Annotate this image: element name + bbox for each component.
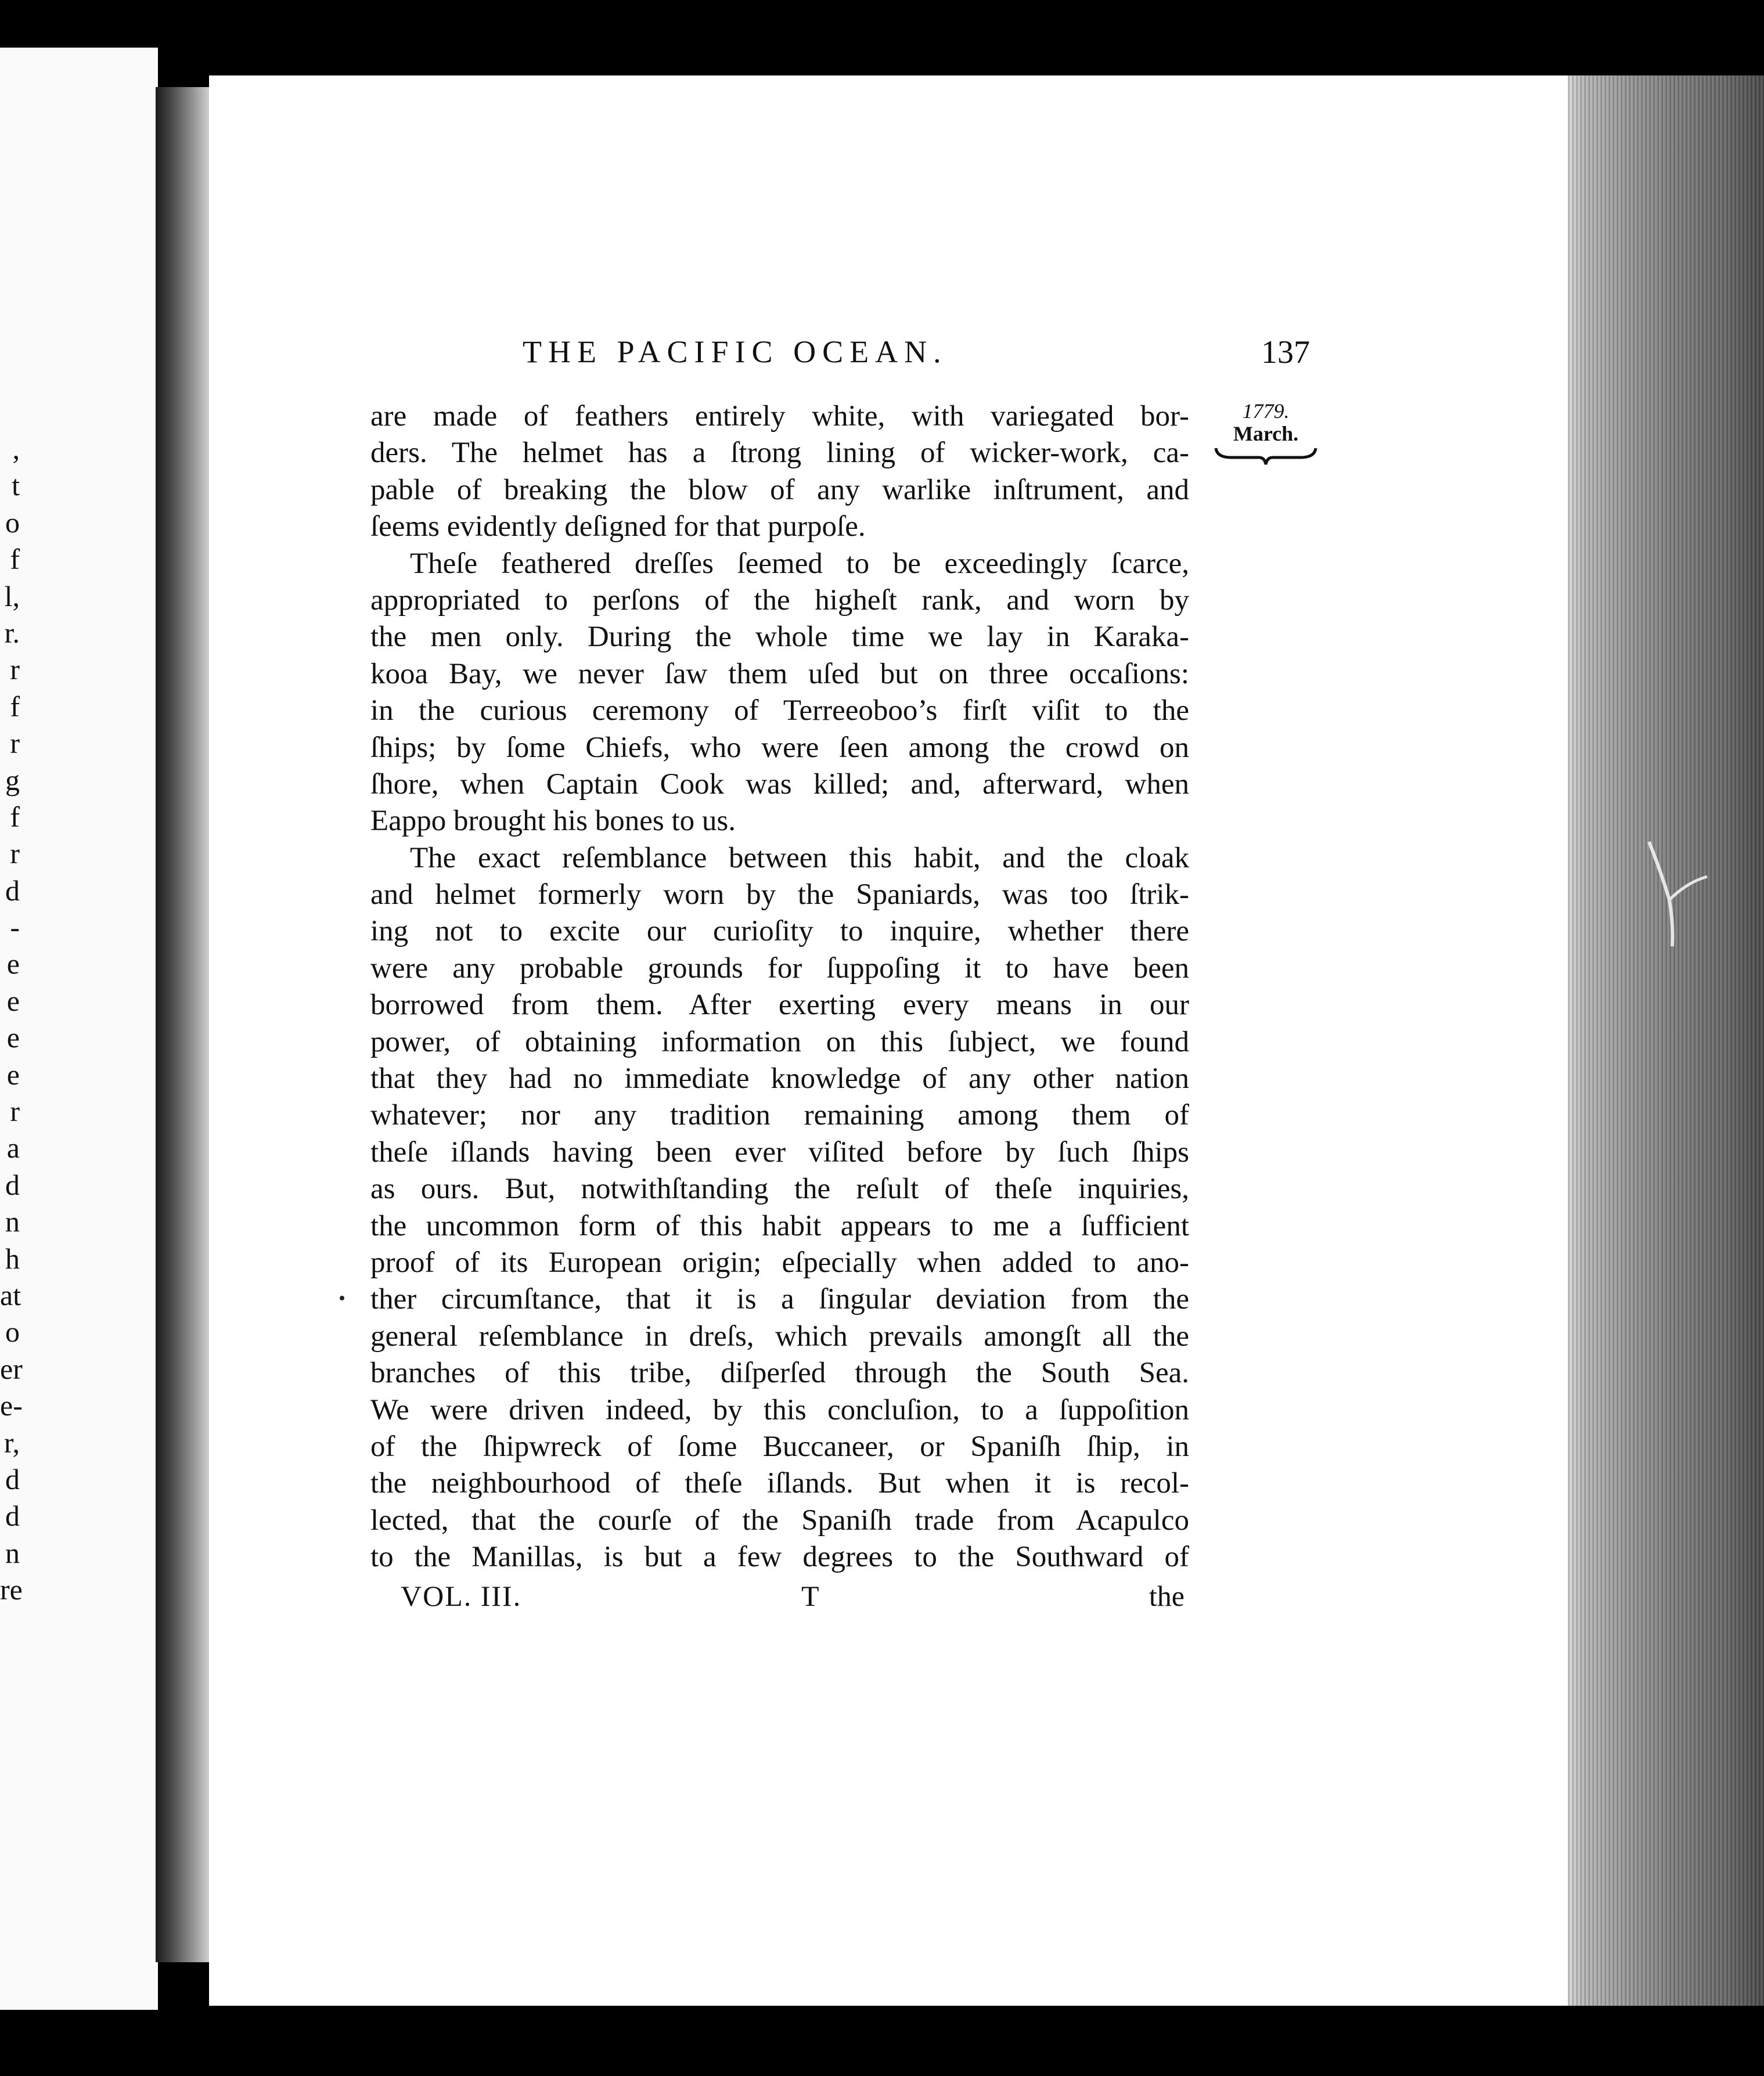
text-line: power, of obtaining information on this ſubject, we found <box>370 1025 1189 1058</box>
left-fragment: f <box>10 800 20 833</box>
text-line: and helmet formerly worn by the Spaniards, was too ſtrik- <box>370 878 1189 911</box>
text-line: general reſemblance in dreſs, which prevails amongſt all the <box>370 1320 1189 1353</box>
text-line: the uncommon form of this habit appears to me a ſufficient <box>370 1209 1189 1242</box>
left-fragment: d <box>5 1168 20 1201</box>
left-fragment: t <box>12 469 20 502</box>
text-line: are made of feathers entirely white, with variegated bor- <box>370 400 1189 432</box>
catchword: the <box>1149 1580 1185 1612</box>
margin-month: March. <box>1233 422 1299 445</box>
left-fragment: n <box>5 1205 20 1238</box>
page-edges <box>1568 75 1764 2006</box>
text-line: We were driven indeed, by this concluſion, to a ſuppoſition <box>370 1393 1189 1426</box>
text-line: whatever; nor any tradition remaining among them of <box>370 1099 1189 1132</box>
left-fragment: d <box>5 1462 20 1495</box>
margin-date-note <box>1211 399 1321 467</box>
text-line: ders. The helmet has a ſtrong lining of wicker-work, ca- <box>370 437 1189 470</box>
text-line: Theſe feathered dreſſes ſeemed to be exceedingly ſcarce, <box>410 547 1189 580</box>
left-fragment: r. <box>4 616 20 649</box>
left-fragment: f <box>10 690 20 723</box>
signature-mark: T <box>801 1580 819 1612</box>
left-fragment: - <box>10 911 20 944</box>
book-gutter-shadow <box>156 87 209 1962</box>
left-fragment: r <box>10 653 20 686</box>
page-number: 137 <box>1261 334 1310 370</box>
left-fragment: o <box>5 1315 20 1349</box>
left-fragment: h <box>5 1242 20 1275</box>
text-line: that they had no immediate knowledge of any other nation <box>370 1062 1189 1095</box>
text-line: were any probable grounds for ſuppoſing it to have been <box>370 952 1189 985</box>
left-facing-page <box>0 48 158 2010</box>
text-line: ing not to excite our curioſity to inquire, whether there <box>370 915 1189 948</box>
text-line: the neighbourhood of theſe iſlands. But when it is recol- <box>370 1467 1189 1500</box>
left-fragment: d <box>5 1500 20 1533</box>
left-fragment: r, <box>3 1426 20 1459</box>
left-fragment: n <box>5 1536 20 1569</box>
text-line: of the ſhipwreck of ſome Buccaneer, or Spaniſh ſhip, in <box>370 1430 1189 1463</box>
text-line: appropriated to perſons of the higheſt rank, and worn by <box>370 583 1189 617</box>
left-fragment: e <box>6 984 20 1017</box>
text-line: in the curious ceremony of Terreeoboo’s firſt viſit to the <box>370 694 1189 727</box>
text-line: proof of its European origin; eſpecially when added to ano- <box>370 1246 1189 1279</box>
left-fragment: r <box>10 727 20 760</box>
text-line: ſhips; by ſome Chiefs, who were ſeen among the crowd on <box>370 731 1189 764</box>
text-line: the men only. During the whole time we lay in Karaka- <box>370 621 1189 654</box>
margin-year: 1779. <box>1242 399 1290 423</box>
left-fragment: r <box>10 837 20 870</box>
text-line: as ours. But, notwithſtanding the reſult of theſe inquiries, <box>370 1173 1189 1206</box>
left-fragment: o <box>5 506 20 539</box>
left-fragment: , <box>12 432 20 465</box>
left-fragment: e- <box>0 1389 23 1422</box>
left-fragment: re <box>0 1573 23 1606</box>
left-fragment: e <box>6 1021 20 1054</box>
left-fragment: er <box>0 1352 23 1385</box>
left-fragment: e <box>6 947 20 981</box>
text-line: Eappo brought his bones to us. <box>370 805 736 838</box>
left-fragment: d <box>5 874 20 907</box>
stray-ink-dot <box>340 1296 344 1300</box>
left-fragment: r <box>10 1095 20 1128</box>
text-line: branches of this tribe, diſperſed through the South Sea. <box>370 1357 1189 1390</box>
left-fragment: a <box>6 1131 20 1165</box>
text-line: theſe iſlands having been ever viſited before by ſuch ſhips <box>370 1136 1189 1169</box>
left-fragment: l, <box>4 579 20 612</box>
text-line: pable of breaking the blow of any warlike inſtrument, and <box>370 473 1189 506</box>
text-line: to the Manillas, is but a few degrees to the Southward of <box>370 1541 1189 1574</box>
left-fragment: g <box>5 763 20 796</box>
curly-brace-icon <box>1214 446 1318 467</box>
text-line: borrowed from them. After exerting every means in our <box>370 989 1189 1022</box>
text-line: lected, that the courſe of the Spaniſh trade from Acapulco <box>370 1504 1189 1537</box>
left-fragment: at <box>0 1278 21 1311</box>
text-line: ſeems evidently deſigned for that purpoſe. <box>370 510 866 543</box>
left-fragment: e <box>6 1058 20 1091</box>
page-footer <box>401 1579 1185 1616</box>
running-title: THE PACIFIC OCEAN. <box>523 334 948 369</box>
text-line: kooa Bay, we never ſaw them uſed but on three occaſions: <box>370 657 1189 690</box>
page-edge-mark <box>1643 836 1713 952</box>
left-page-fragments <box>0 431 23 1609</box>
volume-label: VOL. III. <box>401 1580 522 1612</box>
left-fragment: f <box>10 543 20 576</box>
text-line: The exact reſemblance between this habit, and the cloak <box>410 841 1189 874</box>
text-line: ſhore, when Captain Cook was killed; and, afterward, when <box>370 767 1189 801</box>
text-line: ther circumſtance, that it is a ſingular deviation from the <box>370 1283 1189 1316</box>
body-text <box>370 398 1189 1576</box>
